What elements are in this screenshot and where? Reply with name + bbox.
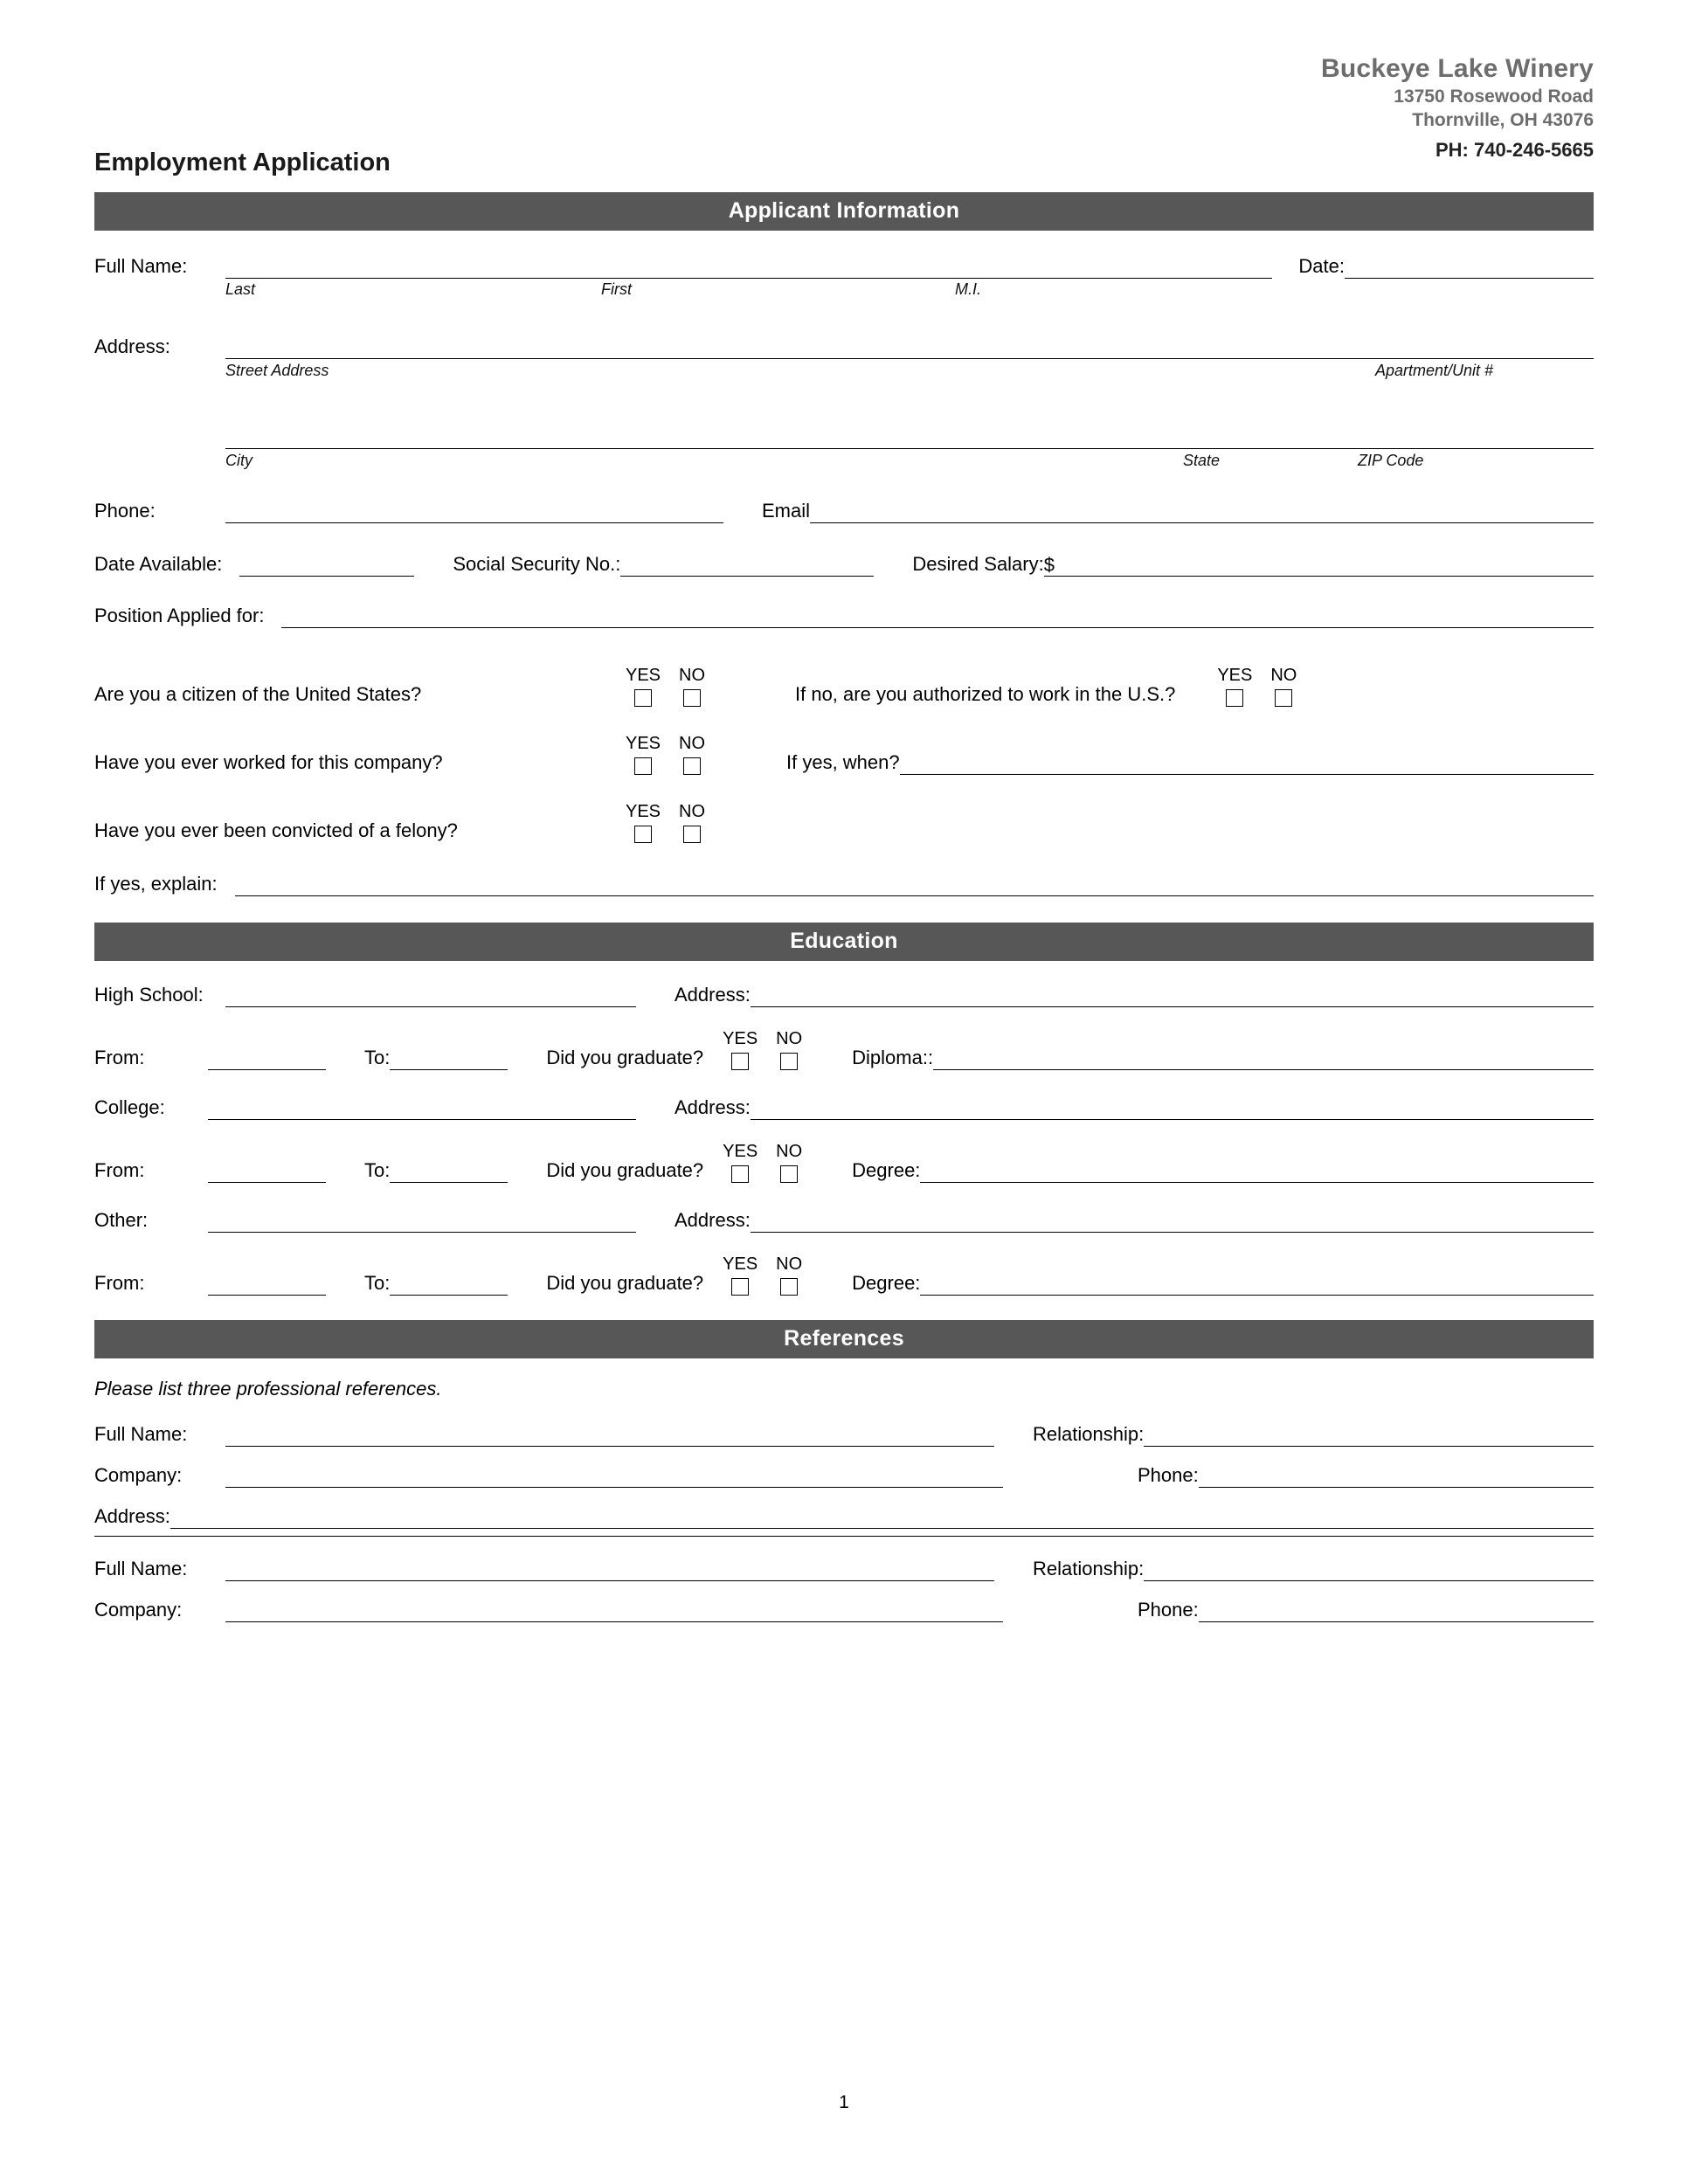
worked-before-no-checkbox[interactable] (683, 757, 701, 775)
if-yes-when-input[interactable] (900, 751, 1594, 775)
reference2-relationship-label: Relationship: (1033, 1557, 1145, 1579)
reference1-name-label: Full Name: (94, 1422, 188, 1445)
high-school-graduate-yesno-group (716, 1030, 813, 1070)
email-label: Email (762, 499, 811, 522)
ssn-label: Social Security No.: (453, 552, 621, 575)
college-graduate-no-checkbox[interactable] (780, 1165, 798, 1183)
college-graduate-label: Did you graduate? (546, 1158, 704, 1181)
high-school-input[interactable] (225, 984, 636, 1007)
ssn-input[interactable] (620, 553, 874, 577)
row-felony-explain (94, 873, 1594, 896)
row-availability-ssn-salary (94, 553, 1594, 577)
high-school-to-label: To: (364, 1046, 391, 1068)
section-header-education: Education (94, 923, 1594, 961)
felony-explain-input[interactable] (235, 873, 1594, 896)
authorized-yes-option[interactable] (1210, 667, 1259, 707)
college-degree-input[interactable] (920, 1159, 1594, 1183)
college-from-input[interactable] (208, 1159, 326, 1183)
felony-yesno-group (619, 803, 716, 843)
reference2-name-label: Full Name: (94, 1557, 188, 1579)
felony-no-option[interactable] (668, 803, 716, 843)
page-number: 1 (839, 2092, 849, 2112)
other-school-address-input[interactable] (751, 1209, 1594, 1233)
felony-question-label: Have you ever been convicted of a felony? (94, 819, 458, 841)
other-graduate-label: Did you graduate? (546, 1271, 704, 1294)
other-from-input[interactable] (208, 1272, 326, 1296)
caption-first: First (601, 280, 632, 298)
felony-yes-option[interactable] (619, 803, 668, 843)
email-input[interactable] (810, 500, 1594, 523)
diploma-label: Diploma:: (852, 1046, 934, 1068)
college-from-label: From: (94, 1158, 145, 1181)
section-header-applicant-information: Applicant Information (94, 192, 1594, 231)
row-citizenship (94, 667, 1594, 707)
citizen-yesno-group (619, 667, 716, 707)
high-school-graduate-no-option[interactable] (764, 1030, 813, 1070)
authorized-yes-label: YES (1217, 666, 1253, 685)
row-reference1-name (94, 1423, 1594, 1447)
citizen-yes-option[interactable] (619, 667, 668, 707)
high-school-graduate-yes-option[interactable] (716, 1030, 764, 1070)
reference1-company-input[interactable] (225, 1464, 1003, 1488)
college-label: College: (94, 1095, 165, 1118)
row-city-state-zip (94, 425, 1594, 449)
row-reference1-company (94, 1464, 1594, 1488)
high-school-graduate-label: Did you graduate? (546, 1046, 704, 1068)
other-graduate-no-checkbox[interactable] (780, 1278, 798, 1296)
other-degree-label: Degree: (852, 1271, 921, 1294)
other-school-label: Other: (94, 1208, 149, 1231)
high-school-to-input[interactable] (390, 1047, 508, 1070)
reference2-relationship-input[interactable] (1144, 1558, 1594, 1581)
citizen-no-label: NO (679, 666, 705, 685)
row-street-address (94, 335, 1594, 359)
worked-before-yesno-group (619, 735, 716, 775)
other-graduate-no-option[interactable] (764, 1255, 813, 1296)
street-address-input[interactable] (225, 335, 1594, 359)
city-spacer (94, 447, 225, 449)
high-school-label: High School: (94, 983, 204, 1006)
college-address-label: Address: (675, 1095, 751, 1118)
other-school-input[interactable] (208, 1209, 636, 1233)
citizen-yes-checkbox[interactable] (634, 689, 652, 707)
high-school-graduate-yes-checkbox[interactable] (731, 1053, 749, 1070)
name-field-captions (225, 280, 1594, 299)
row-high-school (94, 984, 1594, 1007)
reference2-company-label: Company: (94, 1598, 183, 1621)
address-label: Address: (94, 335, 170, 357)
authorized-yes-checkbox[interactable] (1226, 689, 1243, 707)
citizen-no-checkbox[interactable] (683, 689, 701, 707)
row-felony (94, 803, 1594, 843)
if-yes-when-label: If yes, when? (786, 750, 900, 773)
high-school-address-label: Address: (675, 983, 751, 1006)
college-degree-label: Degree: (852, 1158, 921, 1181)
high-school-from-label: From: (94, 1046, 145, 1068)
if-yes-explain-label: If yes, explain: (94, 872, 218, 895)
form-sheet (94, 52, 1594, 1622)
college-address-input[interactable] (751, 1096, 1594, 1120)
other-to-input[interactable] (390, 1272, 508, 1296)
full-name-label: Full Name: (94, 254, 188, 277)
college-to-input[interactable] (390, 1159, 508, 1183)
college-graduate-no-option[interactable] (764, 1143, 813, 1183)
caption-apartment-unit: Apartment/Unit # (1375, 362, 1494, 379)
phone-label: Phone: (94, 499, 156, 522)
row-high-school-dates (94, 1030, 1594, 1070)
worked-before-no-label: NO (679, 734, 705, 753)
page-title: Employment Application (94, 149, 391, 176)
college-graduate-yes-option[interactable] (716, 1143, 764, 1183)
other-graduate-no-label: NO (776, 1254, 803, 1274)
city-field-captions (225, 452, 1594, 470)
worked-before-no-option[interactable] (668, 735, 716, 775)
caption-street-address: Street Address (225, 362, 329, 379)
position-applied-input[interactable] (281, 605, 1594, 628)
address-field-captions (225, 362, 1594, 380)
desired-salary-input[interactable] (1055, 553, 1594, 577)
high-school-address-input[interactable] (751, 984, 1594, 1007)
authorized-question-label: If no, are you authorized to work in the U.S.? (795, 682, 1176, 705)
felony-yes-label: YES (625, 802, 661, 821)
full-name-input[interactable] (225, 255, 1272, 279)
authorized-yesno-group (1210, 667, 1308, 707)
caption-city: City (225, 452, 253, 469)
college-graduate-no-label: NO (776, 1142, 803, 1161)
citizen-no-option[interactable] (668, 667, 716, 707)
row-college-dates (94, 1143, 1594, 1183)
desired-salary-label: Desired Salary: (912, 552, 1044, 575)
authorized-no-option[interactable] (1259, 667, 1308, 707)
felony-no-checkbox[interactable] (683, 826, 701, 843)
company-address-line1: 13750 Rosewood Road (1394, 86, 1594, 107)
other-degree-input[interactable] (920, 1272, 1594, 1296)
row-college (94, 1096, 1594, 1120)
company-name: Buckeye Lake Winery (1320, 54, 1594, 83)
reference2-phone-input[interactable] (1199, 1599, 1594, 1622)
high-school-graduate-no-label: NO (776, 1029, 803, 1048)
city-state-zip-input[interactable] (225, 425, 1594, 449)
position-applied-label: Position Applied for: (94, 604, 265, 626)
authorized-no-label: NO (1270, 666, 1297, 685)
caption-middle-initial: M.I. (955, 280, 981, 298)
company-address-line2: Thornville, OH 43076 (1412, 110, 1594, 131)
document-header (94, 52, 1594, 192)
high-school-graduate-yes-label: YES (723, 1029, 758, 1048)
reference1-address-second-rule (94, 1529, 1594, 1537)
company-info (1321, 52, 1594, 162)
college-graduate-yes-checkbox[interactable] (731, 1165, 749, 1183)
desired-salary-currency: $ (1043, 553, 1055, 576)
college-graduate-yesno-group (716, 1143, 813, 1183)
other-graduate-yes-option[interactable] (716, 1255, 764, 1296)
company-phone: PH: 740-246-5665 (1435, 139, 1594, 162)
row-other-school-dates (94, 1255, 1594, 1296)
high-school-from-input[interactable] (208, 1047, 326, 1070)
date-input[interactable] (1345, 255, 1594, 279)
row-worked-before (94, 735, 1594, 775)
college-graduate-yes-label: YES (723, 1142, 758, 1161)
other-school-address-label: Address: (675, 1208, 751, 1231)
reference1-address-input[interactable] (170, 1505, 1594, 1529)
reference1-relationship-label: Relationship: (1033, 1422, 1145, 1445)
other-to-label: To: (364, 1271, 391, 1294)
college-input[interactable] (208, 1096, 636, 1120)
row-position-applied (94, 605, 1594, 628)
citizen-yes-label: YES (625, 666, 661, 685)
row-reference1-address (94, 1505, 1594, 1529)
citizen-question-label: Are you a citizen of the United States? (94, 682, 422, 705)
row-reference2-name (94, 1558, 1594, 1581)
reference1-relationship-input[interactable] (1144, 1423, 1594, 1447)
caption-state: State (1183, 452, 1221, 469)
row-phone-email (94, 500, 1594, 523)
worked-before-yes-option[interactable] (619, 735, 668, 775)
row-reference2-company (94, 1599, 1594, 1622)
date-label: Date: (1298, 254, 1345, 277)
worked-before-question-label: Have you ever worked for this company? (94, 750, 443, 773)
caption-zip-code: ZIP Code (1358, 452, 1424, 469)
references-note: Please list three professional references. (94, 1378, 442, 1400)
reference2-name-input[interactable] (225, 1558, 994, 1581)
felony-no-label: NO (679, 802, 705, 821)
other-from-label: From: (94, 1271, 145, 1294)
date-available-input[interactable] (239, 553, 414, 577)
caption-last: Last (225, 280, 256, 298)
authorized-no-checkbox[interactable] (1275, 689, 1292, 707)
reference2-phone-label: Phone: (1138, 1598, 1199, 1621)
reference1-name-input[interactable] (225, 1423, 994, 1447)
diploma-input[interactable] (933, 1047, 1594, 1070)
section-header-references: References (94, 1320, 1594, 1358)
reference1-company-label: Company: (94, 1463, 183, 1486)
other-graduate-yes-label: YES (723, 1254, 758, 1274)
reference1-address-label: Address: (94, 1504, 170, 1527)
other-graduate-yes-checkbox[interactable] (731, 1278, 749, 1296)
date-available-label: Date Available: (94, 552, 223, 575)
college-to-label: To: (364, 1158, 391, 1181)
high-school-graduate-no-checkbox[interactable] (780, 1053, 798, 1070)
reference1-phone-input[interactable] (1199, 1464, 1594, 1488)
worked-before-yes-checkbox[interactable] (634, 757, 652, 775)
row-full-name (94, 255, 1594, 279)
reference1-phone-label: Phone: (1138, 1463, 1199, 1486)
other-graduate-yesno-group (716, 1255, 813, 1296)
row-other-school (94, 1209, 1594, 1233)
felony-yes-checkbox[interactable] (634, 826, 652, 843)
phone-input[interactable] (225, 500, 723, 523)
worked-before-yes-label: YES (625, 734, 661, 753)
reference2-company-input[interactable] (225, 1599, 1003, 1622)
